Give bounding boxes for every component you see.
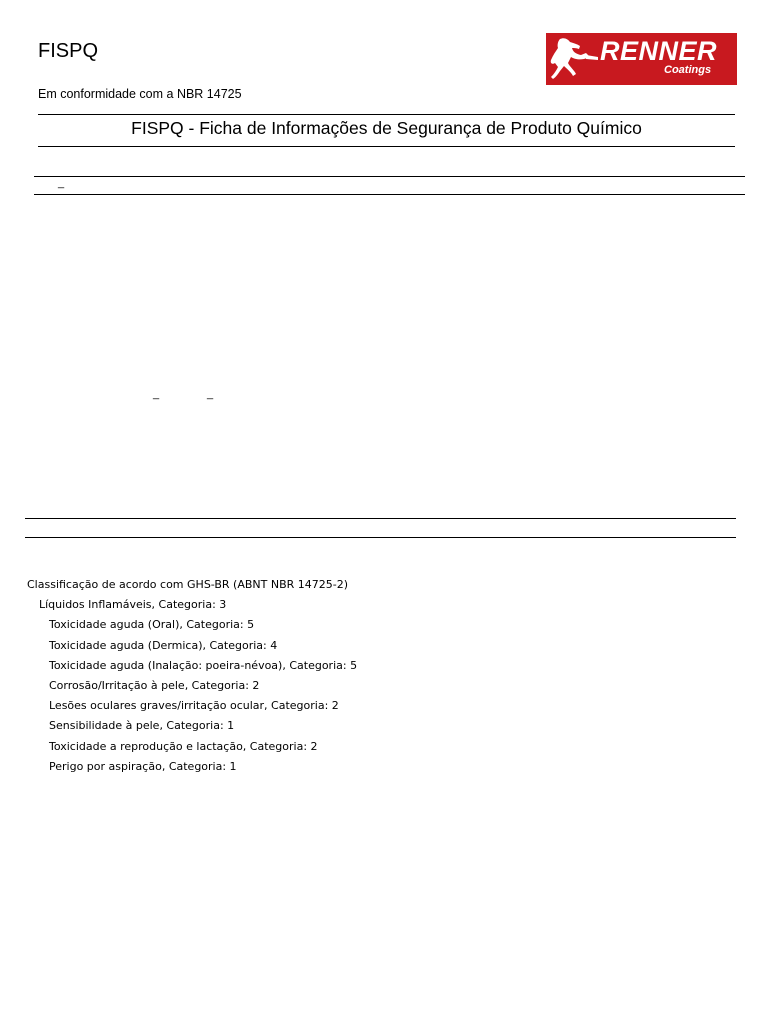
title-top-rule xyxy=(38,114,735,115)
classification-main-item: Líquidos Inflamáveis, Categoria: 3 xyxy=(39,598,227,612)
classification-item: Toxicidade a reprodução e lactação, Categoria: 2 xyxy=(49,739,318,753)
placeholder-dash: _ xyxy=(207,388,214,400)
placeholder-dash: _ xyxy=(58,177,65,189)
section-divider-bottom xyxy=(25,537,736,538)
placeholder-dash: _ xyxy=(153,388,160,400)
ghs-classification xyxy=(27,575,357,777)
classification-item: Corrosão/Irritação à pele, Categoria: 2 xyxy=(49,679,260,693)
conformity-note: Em conformidade com a NBR 14725 xyxy=(38,87,242,101)
page-title: FISPQ - Ficha de Informações de Segurança de Produto Químico xyxy=(131,118,642,138)
section-divider-top xyxy=(25,518,736,519)
logo-sub-text: Coatings xyxy=(664,64,712,76)
title-bottom-rule xyxy=(38,146,735,147)
logo-brand-text: RENNER xyxy=(600,36,718,66)
classification-item: Toxicidade aguda (Dermica), Categoria: 4 xyxy=(49,638,278,652)
classification-item: Sensibilidade à pele, Categoria: 1 xyxy=(49,719,235,733)
classification-item: Perigo por aspiração, Categoria: 1 xyxy=(49,759,237,773)
section-bottom-rule xyxy=(34,194,745,195)
classification-item: Lesões oculares graves/irritação ocular, Categoria: 2 xyxy=(49,699,339,713)
classification-heading: Classificação de acordo com GHS-BR (ABNT NBR 14725-2) xyxy=(27,578,349,591)
section-top-rule xyxy=(34,176,745,177)
renner-logo xyxy=(546,33,737,85)
document-type: FISPQ xyxy=(38,40,99,62)
horse-icon xyxy=(546,33,600,85)
classification-item: Toxicidade aguda (Inalação: poeira-névoa), Categoria: 5 xyxy=(49,658,358,672)
classification-item: Toxicidade aguda (Oral), Categoria: 5 xyxy=(49,618,255,632)
